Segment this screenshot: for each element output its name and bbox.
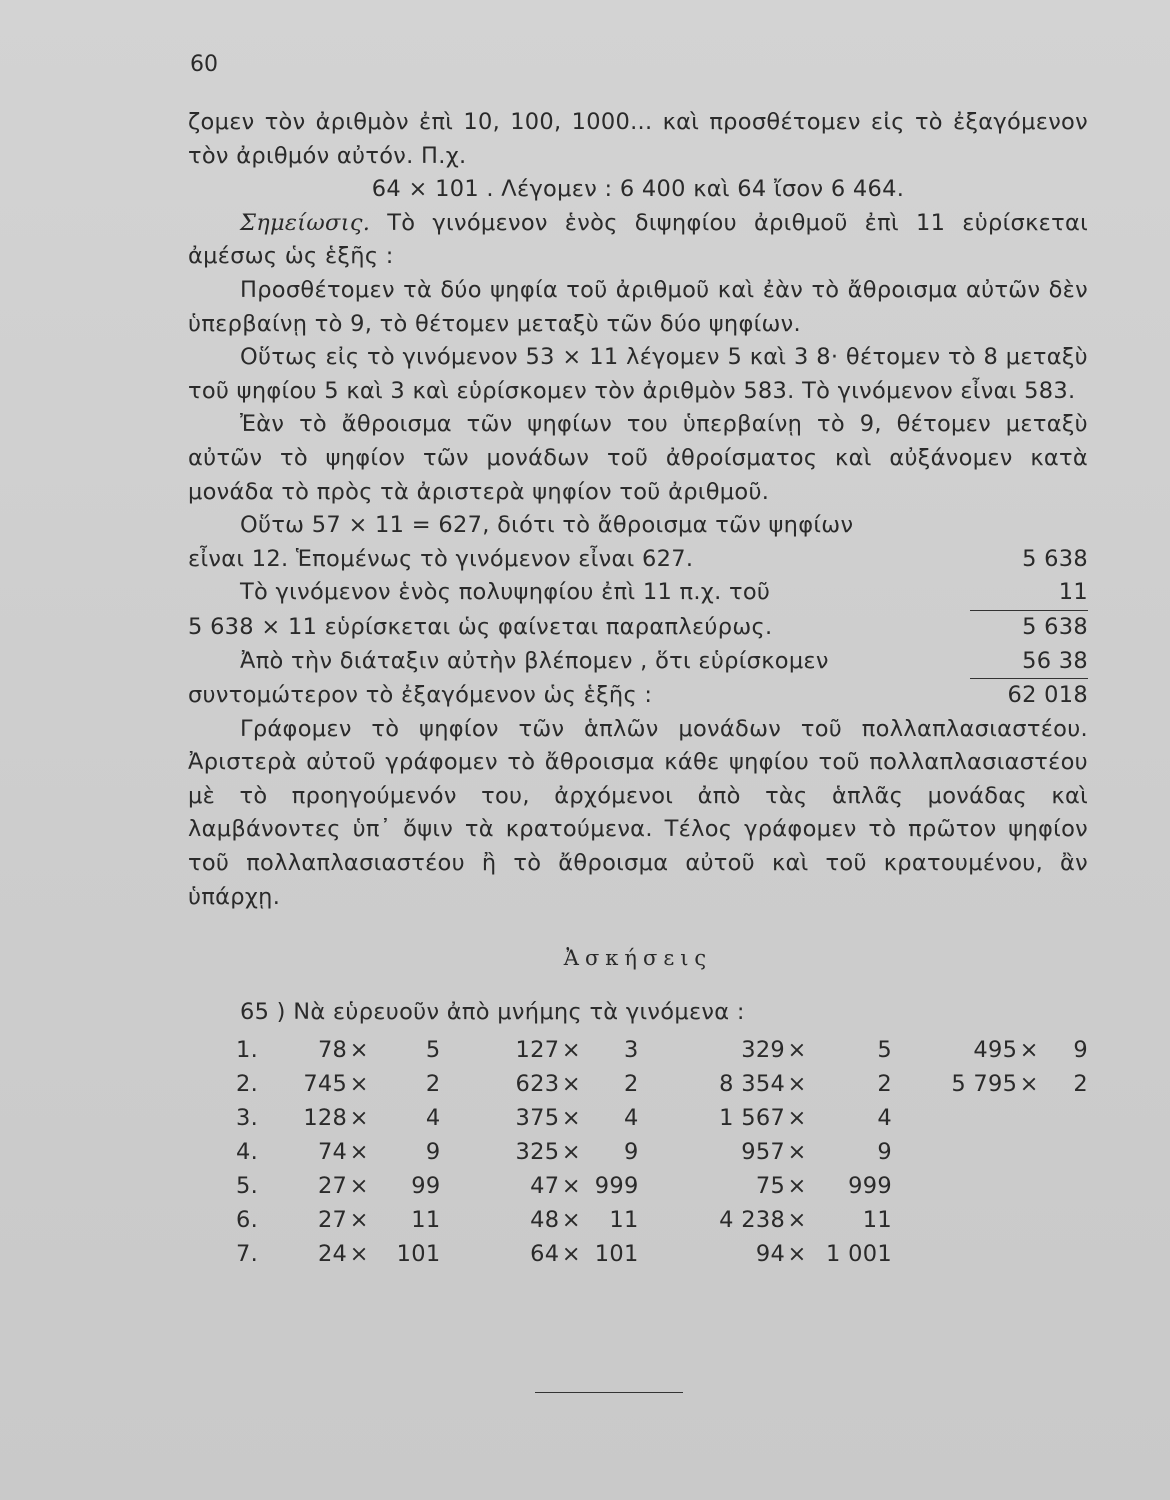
multiplier: 101: [594, 1240, 639, 1267]
exercise-row-number: 4.: [236, 1138, 259, 1165]
multiplicand: 745: [303, 1070, 348, 1097]
multiplier: 11: [609, 1206, 639, 1233]
column-gap: [639, 1169, 667, 1203]
multiplier: 9: [623, 1138, 639, 1165]
column-gap: [441, 1101, 469, 1135]
multiplicand: 8 354: [719, 1070, 786, 1097]
exercise-row-number: 5.: [236, 1172, 259, 1199]
column-gap: [639, 1237, 667, 1271]
column-gap: [639, 1135, 667, 1169]
multiplier: 9: [425, 1138, 441, 1165]
empty-cell: [920, 1237, 1017, 1271]
exercise-row: [236, 1203, 1088, 1237]
multiplier: 2: [877, 1070, 892, 1097]
multiplier: 4: [877, 1104, 892, 1131]
paragraph-rule-1: Προσθέτομεν τὰ δύο ψηφία τοῦ ἀριθμοῦ καὶ ἐὰν τὸ ἄθροισμα αὐτῶν δὲν ὑπερβαίνῃ τὸ 9, τὸ θέτομεν μεταξὺ τῶν δύο ψηφίων.: [188, 276, 1088, 337]
calc-text-4: Ἀπὸ τὴν διάταξιν αὐτὴν βλέπομεν , ὅτι εὑρίσκομεν: [240, 647, 829, 674]
calc-value-5: 62 018: [1007, 682, 1088, 709]
multiplicand: 75: [755, 1172, 786, 1199]
calc-text-3: 5 638 × 11 εὑρίσκεται ὡς φαίνεται παραπλεύρως.: [188, 613, 773, 640]
times-sign: ×: [349, 1104, 369, 1131]
times-sign: ×: [349, 1138, 369, 1165]
empty-cell: [1041, 1101, 1088, 1135]
times-sign: ×: [349, 1240, 369, 1267]
empty-cell: [1041, 1203, 1088, 1237]
empty-cell: [1041, 1169, 1088, 1203]
calc-row-5: [188, 679, 1088, 713]
column-gap: [441, 1033, 469, 1067]
calc-text-1: εἶναι 12. Ἑπομένως τὸ γινόμενον εἶναι 627.: [188, 545, 694, 572]
calc-row-3: [188, 611, 1088, 645]
times-sign: ×: [1019, 1070, 1039, 1097]
multiplier: 5: [425, 1036, 441, 1063]
times-sign: ×: [787, 1036, 807, 1063]
times-sign: ×: [349, 1206, 369, 1233]
paragraph-example-53: Οὕτως εἰς τὸ γινόμενον 53 × 11 λέγομεν 5 καὶ 3 8· θέτομεν τὸ 8 μεταξὺ τοῦ ψηφίου 5 καὶ 3 καὶ εὑρίσκομεν τὸν ἀριθμὸν 583. Τὸ γινόμενον εἶναι 583.: [188, 344, 1088, 404]
paragraph-method: Γράφομεν τὸ ψηφίον τῶν ἁπλῶν μονάδων τοῦ πολλαπλασιαστέου. Ἀριστερὰ αὐτοῦ γράφομεν τὸ ἄθροισμα κάθε ψηφίου τοῦ πολλαπλασιαστέου μὲ τὸ προηγούμενόν του, ἀρχόμενοι ἀπὸ τὰς ἁπλᾶς μονάδας καὶ λαμβάνοντες ὑπ᾽ ὄψιν τὰ κρατούμενα. Τέλος γράφομεν τὸ πρῶτον ψηφίον τοῦ πολλαπλασιαστέου ἢ τὸ ἄθροισμα αὐτοῦ καὶ τοῦ κρατουμένου, ἂν ὑπάρχῃ.: [188, 715, 1088, 910]
multiplicand: 325: [515, 1138, 560, 1165]
times-sign: ×: [561, 1172, 581, 1199]
multiplicand: 127: [515, 1036, 560, 1063]
empty-cell: [1017, 1101, 1041, 1135]
times-sign: ×: [561, 1104, 581, 1131]
example-line: 64 × 101 . Λέγομεν : 6 400 καὶ 64 ἴσον 6 464.: [371, 176, 905, 203]
multiplier: 1 001: [826, 1240, 892, 1267]
multiplicand: 27: [317, 1206, 348, 1233]
calc-value-1: 5 638: [1022, 545, 1088, 572]
multiplier: 2: [623, 1070, 639, 1097]
calc-row-2: [188, 576, 1088, 611]
multiplier: 2: [425, 1070, 441, 1097]
column-gap: [639, 1203, 667, 1237]
exercise-row: [236, 1237, 1088, 1271]
multiplicand: 329: [741, 1036, 786, 1063]
column-gap: [892, 1169, 920, 1203]
times-sign: ×: [561, 1206, 581, 1233]
calc-value-4: 56 38: [970, 645, 1088, 680]
multiplicand: 64: [530, 1240, 560, 1267]
times-sign: ×: [787, 1172, 807, 1199]
multiplicand: 623: [515, 1070, 560, 1097]
times-sign: ×: [787, 1240, 807, 1267]
exercise-row-number: 7.: [236, 1240, 259, 1267]
times-sign: ×: [349, 1070, 369, 1097]
exercise-row: [236, 1135, 1088, 1169]
times-sign: ×: [787, 1138, 807, 1165]
exercise-prompt: 65 ) Νὰ εὑρευοῦν ἀπὸ μνήμης τὰ γινόμενα :: [240, 998, 745, 1025]
paragraph-example-57: Οὕτω 57 × 11 = 627, διότι τὸ ἄθροισμα τῶν ψηφίων: [240, 512, 854, 539]
times-sign: ×: [561, 1070, 581, 1097]
multiplier: 99: [411, 1172, 441, 1199]
times-sign: ×: [787, 1104, 807, 1131]
multiplicand: 957: [741, 1138, 786, 1165]
exercise-row: [236, 1169, 1088, 1203]
empty-cell: [1041, 1135, 1088, 1169]
multiplicand: 1 567: [719, 1104, 786, 1131]
exercise-row-number: 2.: [236, 1070, 259, 1097]
empty-cell: [1041, 1237, 1088, 1271]
multiplier: 5: [877, 1036, 892, 1063]
calc-text-2: Τὸ γινόμενον ἑνὸς πολυψηφίου ἐπὶ 11 π.χ. τοῦ: [240, 579, 771, 606]
empty-cell: [920, 1101, 1017, 1135]
calc-value-3: 5 638: [1022, 613, 1088, 640]
note-label: Σημείωσις.: [240, 209, 371, 236]
column-gap: [639, 1033, 667, 1067]
empty-cell: [1017, 1203, 1041, 1237]
exercises-heading: Ἀσκήσεις: [563, 946, 713, 971]
multiplier: 4: [623, 1104, 639, 1131]
column-gap: [892, 1101, 920, 1135]
calc-value-2: 11: [970, 576, 1088, 611]
column-gap: [639, 1067, 667, 1101]
multiplier: 999: [594, 1172, 639, 1199]
times-sign: ×: [561, 1240, 581, 1267]
multiplier: 4: [425, 1104, 441, 1131]
multiplicand: 48: [530, 1206, 560, 1233]
exercise-row-number: 3.: [236, 1104, 259, 1131]
exercise-table: [236, 1033, 1088, 1271]
empty-cell: [1017, 1237, 1041, 1271]
empty-cell: [920, 1135, 1017, 1169]
note-paragraph: [188, 207, 1088, 274]
times-sign: ×: [561, 1138, 581, 1165]
times-sign: ×: [787, 1070, 807, 1097]
multiplicand: 495: [973, 1036, 1018, 1063]
empty-cell: [920, 1169, 1017, 1203]
column-gap: [441, 1237, 469, 1271]
column-gap: [892, 1067, 920, 1101]
exercise-row-number: 1.: [236, 1036, 259, 1063]
multiplicand: 128: [303, 1104, 348, 1131]
paragraph-rule-2: Ἐὰν τὸ ἄθροισμα τῶν ψηφίων του ὑπερβαίνῃ τὸ 9, θέτομεν μεταξὺ αὐτῶν τὸ ψηφίον τῶν μονάδων τοῦ ἀθροίσματος καὶ αὐξάνομεν κατὰ μονάδα τὸ πρὸς τὰ ἀριστερὰ ψηφίον τοῦ ἀριθμοῦ.: [188, 411, 1088, 505]
body-text: [188, 106, 1088, 1271]
times-sign: ×: [1019, 1036, 1039, 1063]
end-rule: [535, 1392, 683, 1393]
multiplier: 3: [623, 1036, 639, 1063]
column-gap: [441, 1203, 469, 1237]
column-gap: [892, 1033, 920, 1067]
multiplicand: 78: [317, 1036, 348, 1063]
paragraph-1: ζομεν τὸν ἀριθμὸν ἐπὶ 10, 100, 1000... καὶ προσθέτομεν εἰς τὸ ἐξαγόμενον τὸν ἀριθμόν αὐτόν. Π.χ.: [188, 109, 1088, 169]
times-sign: ×: [349, 1036, 369, 1063]
exercise-row: [236, 1067, 1088, 1101]
multiplicand: 5 795: [951, 1070, 1018, 1097]
page-number: 60: [190, 52, 218, 77]
multiplier: 11: [411, 1206, 441, 1233]
exercise-row: [236, 1033, 1088, 1067]
calc-row-4: [188, 645, 1088, 680]
multiplicand: 4 238: [719, 1206, 786, 1233]
multiplicand: 24: [317, 1240, 348, 1267]
multiplier: 101: [396, 1240, 441, 1267]
multiplier: 999: [848, 1172, 892, 1199]
column-gap: [892, 1203, 920, 1237]
multiplicand: 74: [317, 1138, 348, 1165]
column-gap: [892, 1135, 920, 1169]
column-gap: [441, 1135, 469, 1169]
empty-cell: [920, 1203, 1017, 1237]
column-gap: [892, 1237, 920, 1271]
column-gap: [441, 1067, 469, 1101]
multiplier: 11: [862, 1206, 892, 1233]
empty-cell: [1017, 1169, 1041, 1203]
multiplicand: 94: [755, 1240, 786, 1267]
multiplicand: 27: [317, 1172, 348, 1199]
multiplier: 9: [1073, 1036, 1088, 1063]
multiplicand: 375: [515, 1104, 560, 1131]
calc-text-5: συντομώτερον τὸ ἐξαγόμενον ὡς ἑξῆς :: [188, 682, 653, 709]
multiplicand: 47: [530, 1172, 560, 1199]
calc-row-1: [188, 543, 1088, 577]
empty-cell: [1017, 1135, 1041, 1169]
note-text: Τὸ γινόμενον ἑνὸς διψηφίου ἀριθμοῦ ἐπὶ 11 εὑρίσκεται ἀμέσως ὡς ἑξῆς :: [188, 209, 1088, 270]
column-gap: [441, 1169, 469, 1203]
exercise-row: [236, 1101, 1088, 1135]
times-sign: ×: [787, 1206, 807, 1233]
multiplier: 9: [877, 1138, 892, 1165]
times-sign: ×: [349, 1172, 369, 1199]
times-sign: ×: [561, 1036, 581, 1063]
exercise-row-number: 6.: [236, 1206, 259, 1233]
multiplier: 2: [1073, 1070, 1088, 1097]
column-gap: [639, 1101, 667, 1135]
